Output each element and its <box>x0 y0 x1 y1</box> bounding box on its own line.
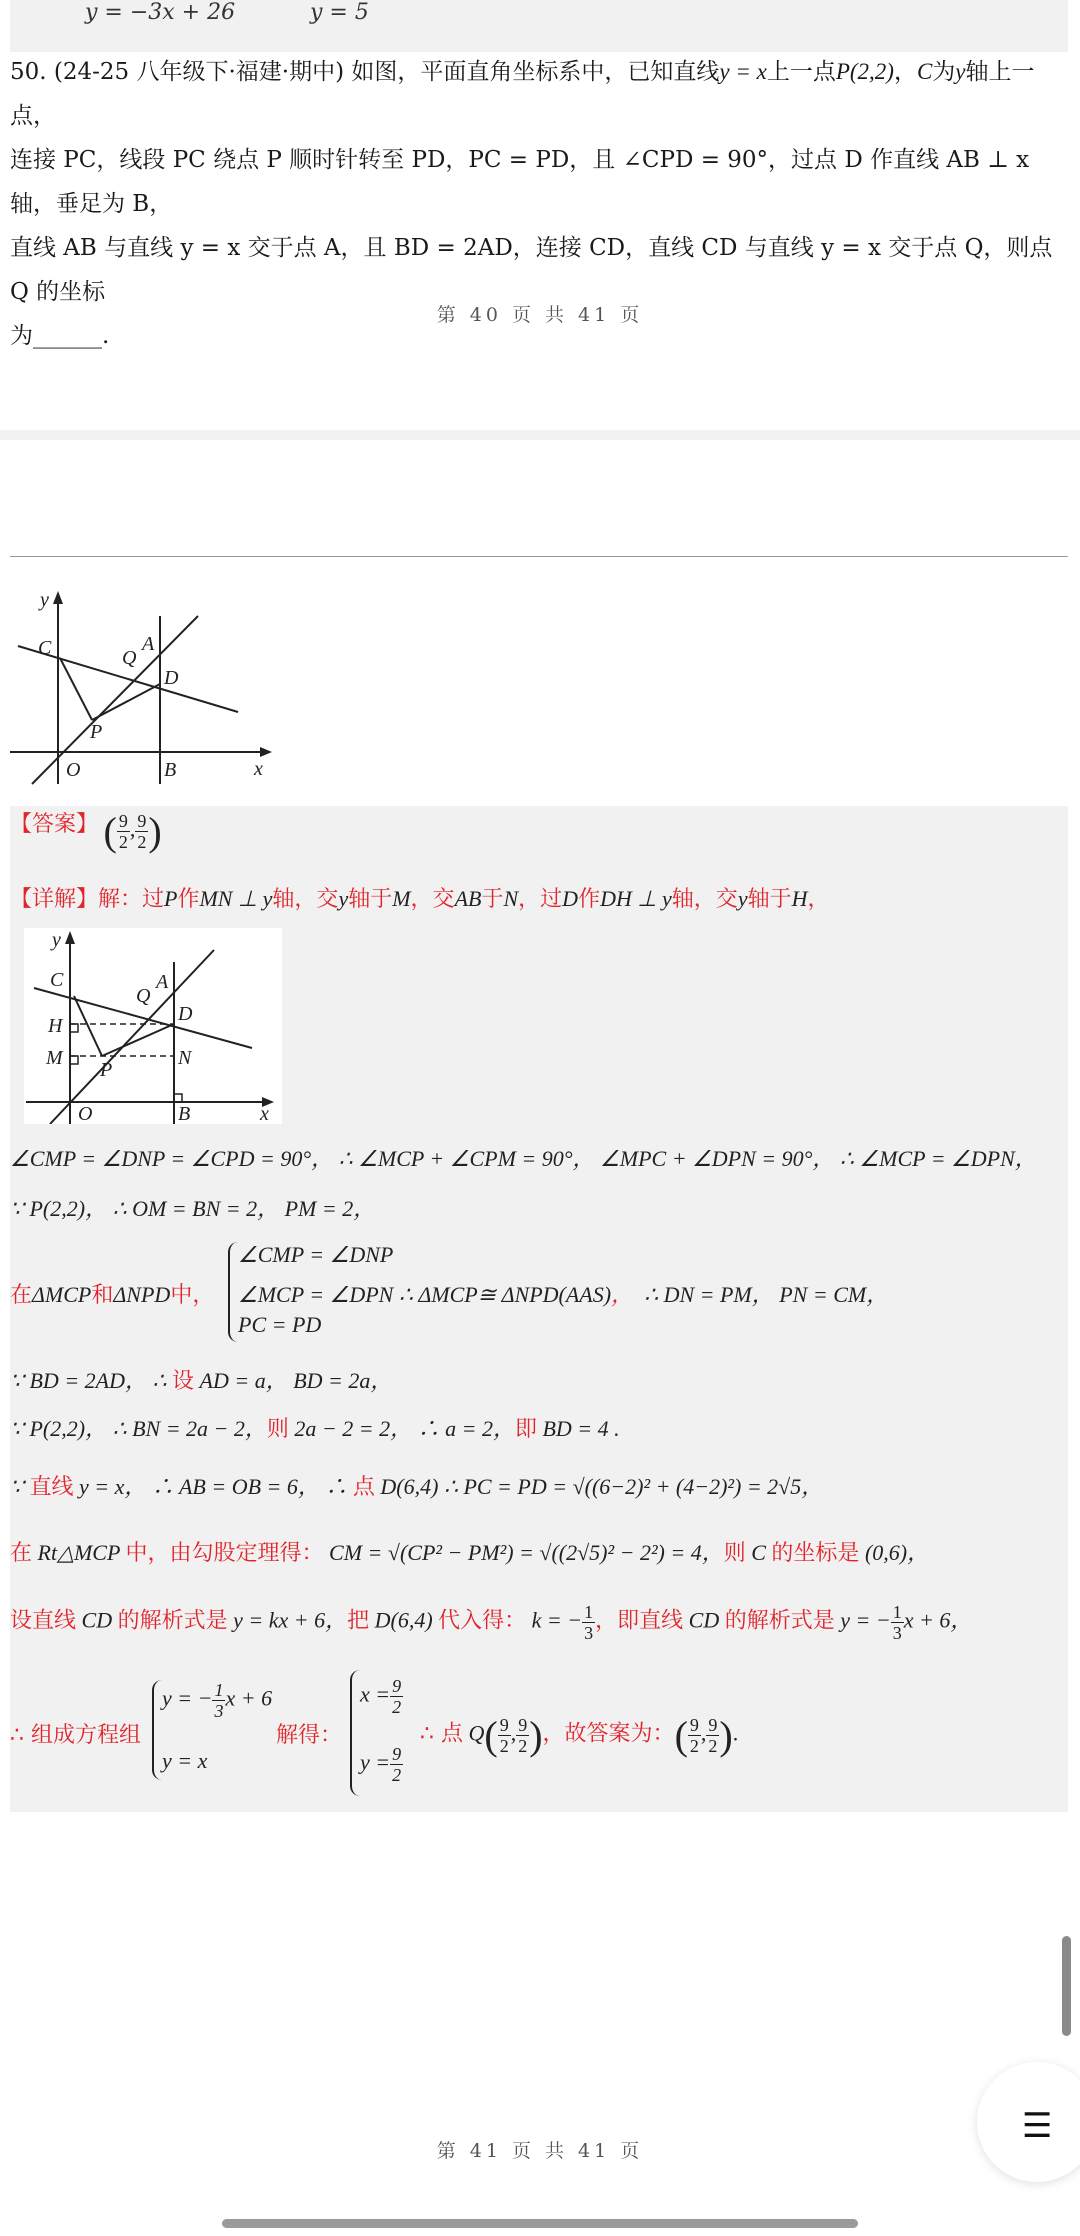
sys-1-row-1: ∠CMP = ∠DNP <box>238 1242 394 1267</box>
fig2-label-c: C <box>50 969 64 991</box>
final-answer: ∴ 点 Q( $\frac{9}{2}$ , $\frac{9}{2}$ )，故答案为：( $\frac{9}{2}$ , $\frac{9}{2}$ ). <box>420 1713 739 1758</box>
page-gap <box>0 430 1080 440</box>
fig2-label-p: P <box>100 1059 113 1081</box>
l3-and: 和 <box>91 1283 114 1308</box>
l7-b: Rt△MCP <box>32 1540 126 1565</box>
q-text-b: ， <box>893 59 917 85</box>
d-t4: 轴，交 <box>272 887 339 912</box>
d-t2: 作 <box>177 887 200 912</box>
answer-y: $\frac{9}{2}$ <box>137 811 147 852</box>
d-t6: 轴于 <box>348 887 393 912</box>
prev-equation-right: y = 5 <box>310 0 369 25</box>
d-t18: 轴于 <box>747 887 792 912</box>
answer-label: 【答案】 <box>10 811 99 837</box>
l6-c: y = x， ∴ AB = OB = 6， ∴ <box>73 1474 353 1499</box>
fig1-label-x: x <box>254 758 263 780</box>
fig1-label-a: A <box>142 633 155 655</box>
l7-e: 则 <box>723 1541 746 1566</box>
q-text-c: 为 <box>932 59 956 85</box>
sys-2-row-1 <box>162 1680 272 1721</box>
sol-line-2: ∵ P(2,2)， ∴ OM = BN = 2， PM = 2， <box>10 1196 376 1221</box>
l5-c: 2a − 2 = 2， ∴ a = 2， <box>288 1416 515 1441</box>
fig2-label-n: N <box>178 1047 192 1069</box>
q-text-a: 上一点 <box>766 59 836 85</box>
fa-e: ，故答案为： <box>542 1721 675 1747</box>
l5-b: 则 <box>266 1417 289 1442</box>
sol-line-8 <box>10 1602 972 1643</box>
sys-2-row-2: y = x <box>162 1748 208 1773</box>
detail-label: 【详解】解：过 <box>10 887 165 912</box>
sol-line-5 <box>10 1412 620 1443</box>
s2-frac: $\frac{1}{3}$ <box>214 1680 224 1721</box>
l8-i: ，即直线 <box>595 1608 684 1634</box>
fa-y: $\frac{9}{2}$ <box>518 1715 528 1756</box>
l5-e: BD = 4 . <box>536 1416 620 1441</box>
fa-paren-open: ( <box>484 1713 498 1758</box>
y-axis-label: y <box>955 59 966 84</box>
fa2-y: $\frac{9}{2}$ <box>708 1715 718 1756</box>
sys-1-row-2-text: ∠MCP = ∠DPN ∴ ΔMCP≅ ΔNPD(AAS) <box>238 1282 612 1307</box>
prev-equation-left: y = −3x + 26 <box>85 0 236 25</box>
system-brace-1 <box>228 1242 238 1342</box>
d-h: H <box>791 886 808 911</box>
question-line-4: 为______. <box>10 323 110 349</box>
fa-x: $\frac{9}{2}$ <box>499 1715 509 1756</box>
l8-c: 的解析式是 <box>117 1608 228 1634</box>
point-c: C <box>916 59 933 84</box>
fa2-paren-open: ( <box>674 1713 688 1758</box>
fa2-paren-close: ) <box>719 1713 733 1758</box>
d-m: M <box>392 886 411 911</box>
fig2-label-y: y <box>52 929 61 951</box>
l8-d: y = kx + 6， <box>227 1607 348 1633</box>
s2-d: x + 6 <box>225 1685 273 1711</box>
l7-d: CM = √(CP² − PM²) = √((2√5)² − 2²) = 4， <box>323 1540 724 1565</box>
sol-line-3 <box>10 1278 214 1309</box>
question-line-2: 连接 PC，线段 PC 绕点 P 顺时针转至 PD，PC = PD，且 ∠CPD = 90°，过点 D 作直线 AB ⊥ x 轴，垂足为 B， <box>10 147 1030 217</box>
l7-g: 的坐标是 <box>771 1541 860 1566</box>
l6-d: 点 <box>352 1475 375 1500</box>
l7-h: (0,6)， <box>859 1540 930 1565</box>
d-t20: ， <box>807 887 830 912</box>
l8-a: 设直线 <box>10 1608 77 1634</box>
d-d: D <box>562 886 579 911</box>
d-p: P <box>164 886 178 911</box>
d-n: N <box>503 886 519 911</box>
fig2-label-o: O <box>78 1103 93 1124</box>
l8-h: k = − <box>526 1607 583 1633</box>
rx-label: x = <box>360 1681 391 1707</box>
d-t16: 轴，交 <box>671 887 738 912</box>
l5-a: ∵ P(2,2)， ∴ BN = 2a − 2， <box>10 1416 267 1441</box>
l3-in: 中， <box>170 1283 215 1308</box>
solve-label: 解得： <box>276 1723 343 1748</box>
d-dh: DH ⊥ y <box>600 886 672 911</box>
d-t12: ，过 <box>518 887 563 912</box>
fig1-label-d: D <box>164 667 179 689</box>
d-mn: MN ⊥ y <box>199 886 273 911</box>
fig2-label-x: x <box>260 1103 269 1124</box>
fa2-x: $\frac{9}{2}$ <box>689 1715 699 1756</box>
system-brace-3 <box>350 1670 360 1796</box>
point-p: P(2,2) <box>835 59 894 84</box>
d-t10: 于 <box>481 887 504 912</box>
d-t14: 作 <box>578 887 601 912</box>
l3-pre: 在 <box>10 1283 33 1308</box>
l3-b: ΔNPD <box>113 1282 171 1307</box>
l8-b: CD <box>76 1607 118 1633</box>
fig2-label-m: M <box>46 1047 63 1069</box>
ry-frac: $\frac{9}{2}$ <box>392 1744 402 1785</box>
system-brace-2 <box>152 1680 162 1780</box>
sol-line-9-label: ∴ 组成方程组 <box>10 1723 141 1748</box>
l8-l: y = − <box>834 1607 891 1633</box>
l3-a: ΔMCP <box>32 1282 92 1307</box>
sys-1-row-2 <box>238 1278 888 1309</box>
q-text-d: 轴上一点， <box>10 59 1035 129</box>
l5-d: 即 <box>514 1417 537 1442</box>
l8-frac-2: $\frac{1}{3}$ <box>892 1602 902 1643</box>
s2-a: y = − <box>162 1685 213 1711</box>
line-yx: y = x <box>719 59 767 84</box>
l8-m: x + 6， <box>903 1607 973 1633</box>
fig2-label-d: D <box>178 1003 193 1025</box>
fig2-label-a: A <box>156 971 169 993</box>
detail-line <box>10 882 830 913</box>
paren-close: ) <box>148 809 162 854</box>
sol-line-1: ∠CMP = ∠DNP = ∠CPD = 90°， ∴ ∠MCP + ∠CPM = 90°， ∠MPC + ∠DPN = 90°， ∴ ∠MCP = ∠DPN， <box>10 1146 1037 1171</box>
fig2-label-b: B <box>178 1103 191 1124</box>
l6-a: ∵ <box>10 1474 30 1499</box>
l6-b: 直线 <box>29 1475 74 1500</box>
l4-c: AD = a， BD = 2a， <box>194 1368 393 1393</box>
l4-b: 设 <box>172 1369 195 1394</box>
figure-2 <box>24 928 282 1124</box>
l4-a: ∵ BD = 2AD， ∴ <box>10 1368 172 1393</box>
page-40 <box>0 0 1080 430</box>
hamburger-menu-icon: ☰ <box>1022 2106 1053 2146</box>
l8-g: 代入得： <box>438 1608 527 1634</box>
fa-paren-close: ) <box>529 1713 543 1758</box>
question-line-1 <box>10 50 1070 138</box>
fig2-label-h: H <box>48 1015 63 1037</box>
fa-q: Q <box>463 1720 485 1746</box>
paren-open: ( <box>103 809 117 854</box>
l8-frac-1: $\frac{1}{3}$ <box>584 1602 594 1643</box>
l8-f: D(6,4) <box>369 1607 439 1633</box>
result-y <box>360 1744 403 1785</box>
figure-1 <box>10 588 280 788</box>
ry-label: y = <box>360 1749 391 1775</box>
page-footer-41: 第 41 页 共 41 页 <box>436 2140 644 2162</box>
scrollbar-thumb[interactable] <box>1062 1936 1071 2036</box>
answer-line: 【答案】 ( $\frac{9}{2}$ , $\frac{9}{2}$ ) <box>10 809 162 854</box>
header-rule <box>10 556 1068 557</box>
fig1-label-p: P <box>90 721 103 743</box>
l8-j: CD <box>683 1607 725 1633</box>
l6-e: D(6,4) ∴ PC = PD = √((6−2)² + (4−2)²) = 2√5， <box>374 1474 824 1499</box>
fig2-label-q: Q <box>136 985 151 1007</box>
d-ab: AB <box>454 886 482 911</box>
sol-line-7 <box>10 1536 929 1567</box>
d-y2: y <box>737 886 748 911</box>
l7-c: 中，由勾股定理得： <box>125 1541 324 1566</box>
sys-post: ∴ DN = PM， PN = CM， <box>644 1282 889 1307</box>
fig1-label-b: B <box>164 759 177 781</box>
d-t8: ，交 <box>410 887 455 912</box>
result-x <box>360 1676 403 1717</box>
previous-answer-strip <box>10 0 1068 52</box>
fig1-label-q: Q <box>122 647 137 669</box>
sys-1-row-3: PC = PD <box>238 1312 322 1337</box>
question-line-3: 直线 AB 与直线 y = x 交于点 A，且 BD = 2AD，连接 CD，直线 CD 与直线 y = x 交于点 Q，则点 Q 的坐标 <box>10 235 1053 305</box>
l7-a: 在 <box>10 1541 33 1566</box>
l7-f: C <box>745 1540 772 1565</box>
fig1-label-y: y <box>40 589 49 611</box>
question-intro: 50. (24-25 八年级下·福建·期中) 如图，平面直角坐标系中，已知直线 <box>10 59 720 85</box>
page-footer-40: 第 40 页 共 41 页 <box>436 304 644 326</box>
fa-c: ∴ 点 <box>420 1721 463 1747</box>
fig1-label-c: C <box>38 637 52 659</box>
answer-x: $\frac{9}{2}$ <box>118 811 128 852</box>
sol-line-6 <box>10 1470 823 1501</box>
sol-line-4 <box>10 1364 392 1395</box>
fig1-label-o: O <box>66 759 81 781</box>
rx-frac: $\frac{9}{2}$ <box>392 1676 402 1717</box>
d-y: y <box>338 886 349 911</box>
sys-comma: ， <box>611 1283 634 1308</box>
home-indicator[interactable] <box>222 2219 858 2228</box>
l8-k: 的解析式是 <box>724 1608 835 1634</box>
l8-e: 把 <box>347 1608 370 1634</box>
